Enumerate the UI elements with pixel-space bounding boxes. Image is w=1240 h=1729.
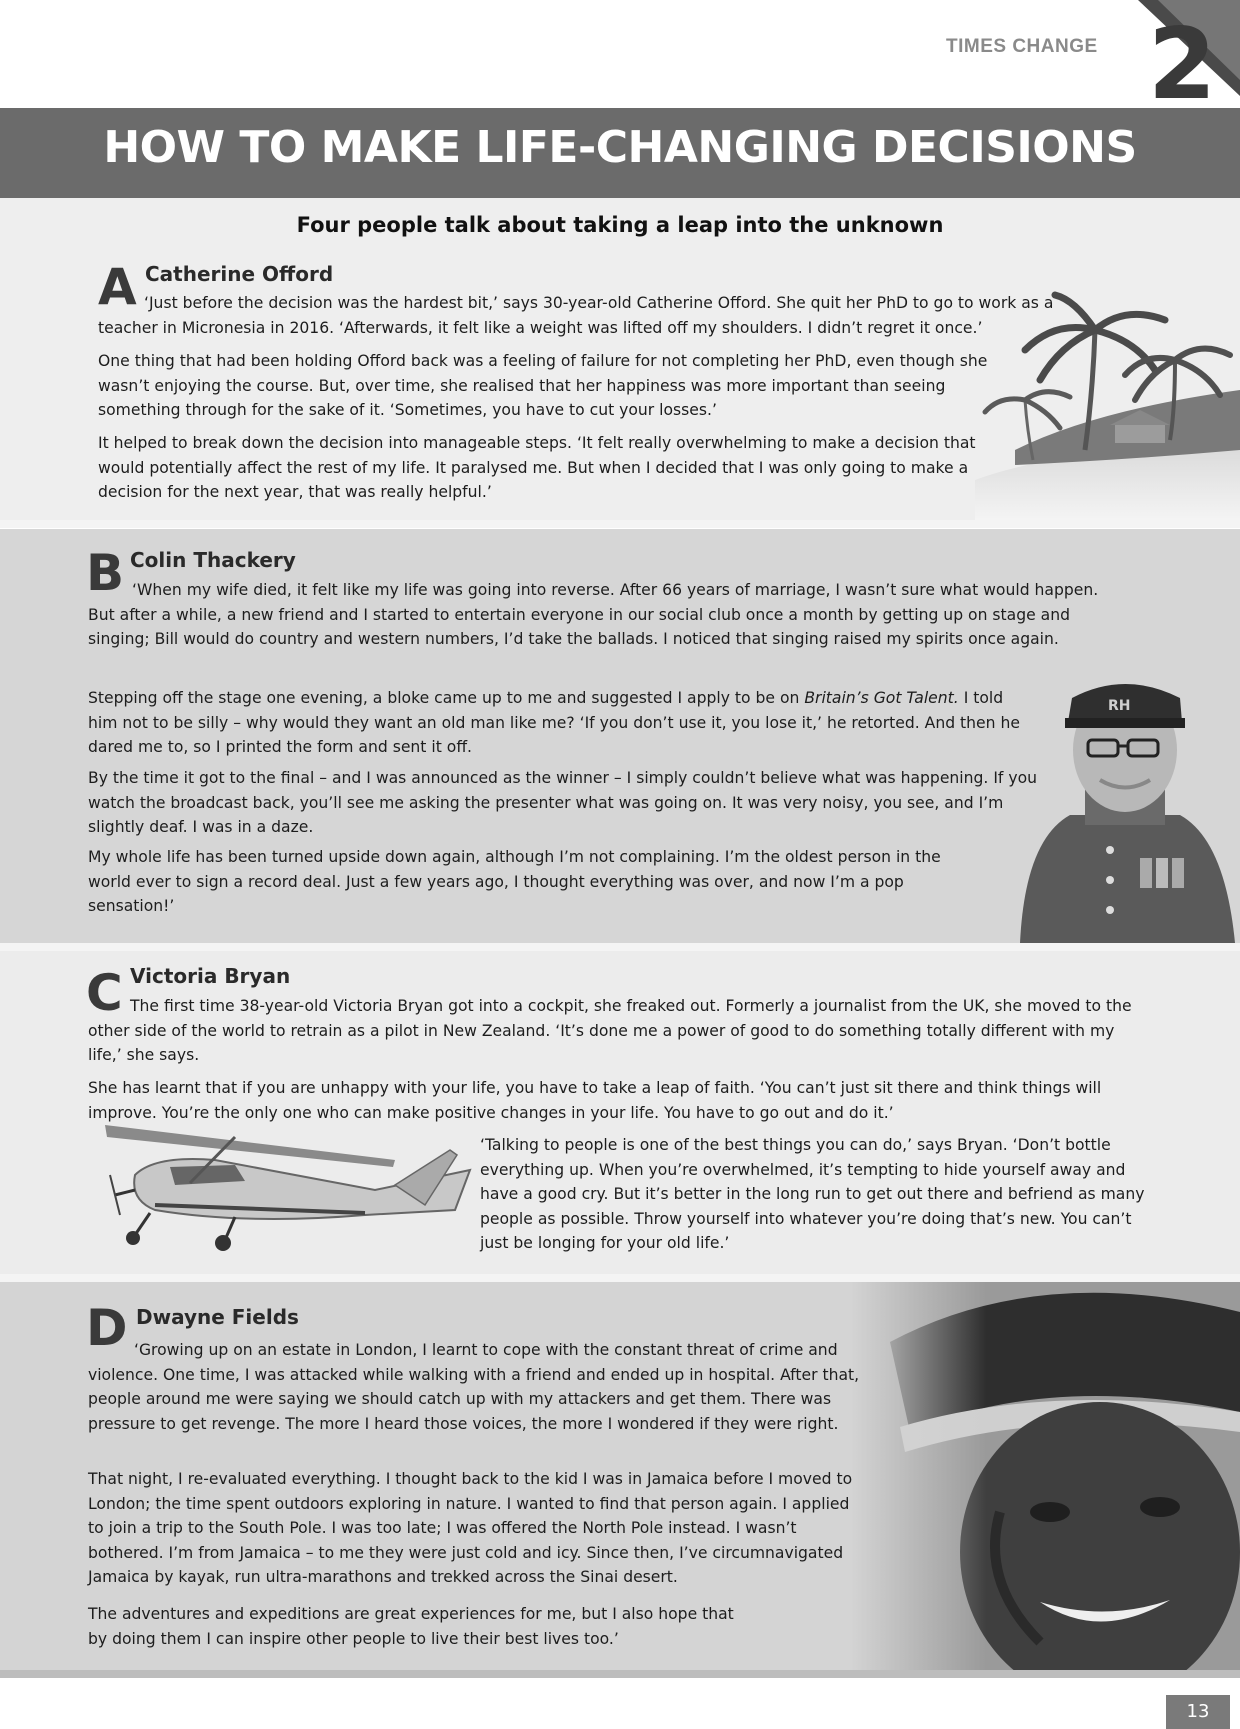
section-c-paragraph-3: ‘Talking to people is one of the best things you can do,’ says Bryan. ‘Don’t bottle everything up. When you’re overwhelmed, it’s tempting to hide yourself away and have a good cry. But it’s better in the long run to get out there and befriend as many people as possible. Throw yourself into whatever you’re doing that’s new. You can’t just be longing for your old life.’ (480, 1136, 1145, 1252)
section-d-name: Dwayne Fields (136, 1305, 299, 1329)
section-a-paragraph-1: ‘Just before the decision was the hardest bit,’ says 30-year-old Catherine Offord. She quit her PhD to go to work as a teacher in Micronesia in 2016. ‘Afterwards, it felt like a weight was lifted off my shoulders. I didn’t regret it once.’ (98, 294, 1054, 337)
section-c-name: Victoria Bryan (130, 964, 291, 988)
cap-lettering: RH (1108, 698, 1131, 714)
page-number: 13 (1166, 1695, 1230, 1729)
light-aircraft-image (95, 1115, 475, 1260)
section-c-paragraph-1: The first time 38-year-old Victoria Bryan got into a cockpit, she freaked out. Formerly a journalist from the UK, she moved to the other side of the world to retrain as a pilot in New Zealand. ‘It’s done me a power of good to do something totally different with my life,’ she says. (88, 997, 1132, 1064)
section-a-name: Catherine Offord (145, 262, 334, 286)
explorer-portrait-photo (850, 1282, 1240, 1670)
show-title: Britain’s Got Talent. (804, 689, 959, 707)
section-divider (0, 1274, 1240, 1282)
section-b-letter: B (86, 544, 125, 602)
section-b-paragraph-1: ‘When my wife died, it felt like my life was going into reverse. After 66 years of marriage, I wasn’t sure what would happen. But after a while, a new friend and I started to entertain everyone in our social club once a month by getting up on stage and singing; Bill would do country and western numbers, I’d take the ballads. I noticed that singing raised my spirits once again. (88, 581, 1099, 648)
section-d-paragraph-1: ‘Growing up on an estate in London, I learnt to cope with the constant threat of crime and violence. One time, I was attacked while walking with a friend and ended up in hospital. After that, people around me were saying we should catch up with my attackers and get them. There was pressure to get revenge. The more I heard those voices, the more I wondered if they were right. (88, 1341, 860, 1433)
section-c-letter: C (86, 964, 123, 1022)
footer-strip (0, 1670, 1240, 1678)
page-title: HOW TO MAKE LIFE-CHANGING DECISIONS (103, 122, 1137, 173)
page-subtitle: Four people talk about taking a leap into the unknown (296, 213, 944, 237)
unit-number: 2 (1148, 8, 1217, 108)
section-divider (0, 520, 1240, 528)
section-c-paragraph-2: She has learnt that if you are unhappy with your life, you have to take a leap of faith. ‘You can’t just sit there and think things will improve. You’re the only one who can make positive changes in your life. You have to go out and do it.’ (88, 1079, 1102, 1122)
section-b-paragraph-2: Stepping off the stage one evening, a bloke came up to me and suggested I apply to be on Britain’s Got Talent. I told him not to be silly – why would they want an old man like me? ‘If you don’t use it, you lose it,’ he retorted. And then he dared me to, so I printed the form and sent it off. (88, 689, 1020, 756)
section-a-paragraph-3: It helped to break down the decision into manageable steps. ‘It felt really overwhelming to make a decision that would potentially affect the rest of my life. It paralysed me. But when I decided that I was only going to make a decision for the next year, that was really helpful.’ (98, 434, 976, 501)
unit-label: TIMES CHANGE (946, 36, 1098, 57)
section-b-paragraph-3: By the time it got to the final – and I was announced as the winner – I simply couldn’t believe what was happening. If you watch the broadcast back, you’ll see me asking the presenter what was going on. It was very noisy, you see, and I’m slightly deaf. I was in a daze. (88, 769, 1038, 836)
section-a-letter: A (98, 258, 137, 316)
section-b-name: Colin Thackery (130, 548, 296, 572)
section-d-paragraph-2: That night, I re-evaluated everything. I thought back to the kid I was in Jamaica before I moved to London; the time spent outdoors exploring in nature. I wanted to find that person again. I applied to join a trip to the South Pole. I was too late; I was offered the North Pole instead. I wasn’t bothered. I’m from Jamaica – to me they were just cold and icy. Since then, I’ve circumnavigated Jamaica by kayak, run ultra-marathons and trekked across the Sinai desert. (88, 1470, 853, 1586)
section-d-letter: D (86, 1299, 128, 1357)
section-divider (0, 943, 1240, 951)
section-b-paragraph-4: My whole life has been turned upside down again, although I’m not complaining. I’m the oldest person in the world ever to sign a record deal. Just a few years ago, I thought everything was over, and now I’m a pop sensation!’ (88, 848, 941, 915)
section-d-paragraph-3: The adventures and expeditions are great experiences for me, but I also hope that by doing them I can inspire other people to live their best lives too.’ (88, 1605, 734, 1648)
unit-number-badge (1138, 0, 1240, 108)
section-a-paragraph-2: One thing that had been holding Offord back was a feeling of failure for not completing her PhD, even though she wasn’t enjoying the course. But, over time, she realised that her happiness was more important than seeing something through for the sake of it. ‘Sometimes, you have to cut your losses.’ (98, 352, 988, 419)
